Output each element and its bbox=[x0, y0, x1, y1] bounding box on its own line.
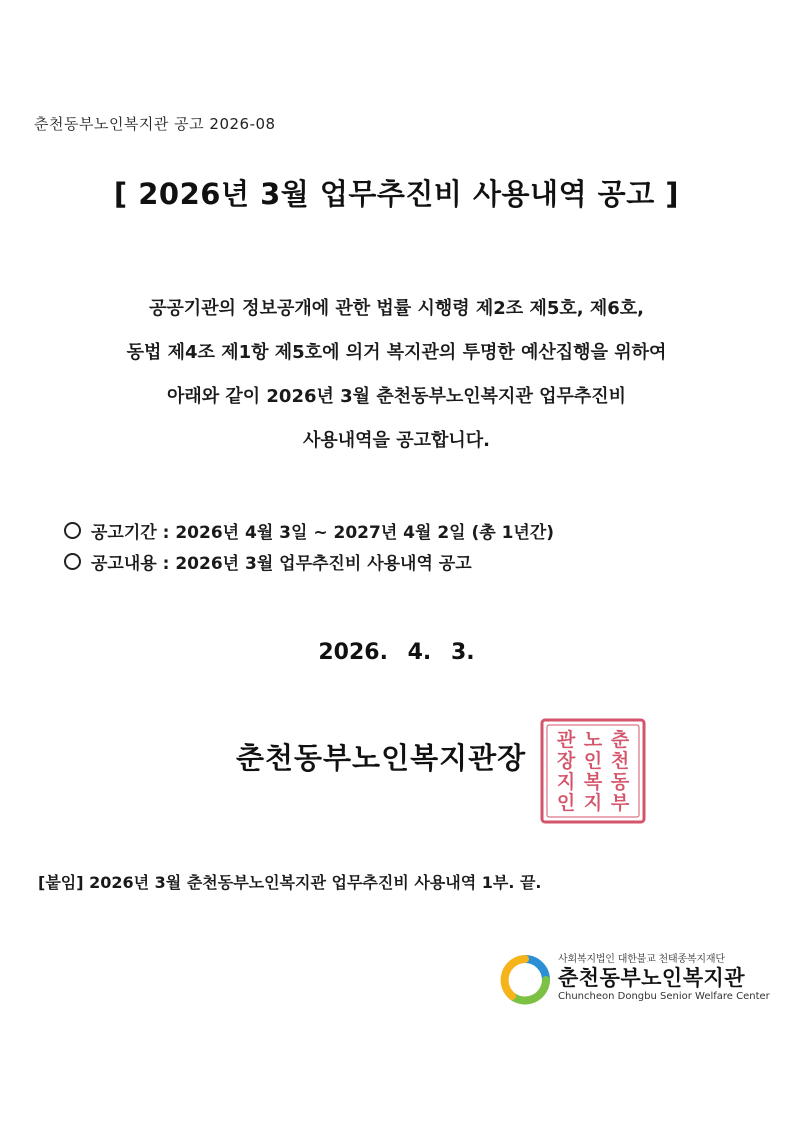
body-line: 사용내역을 공고합니다. bbox=[303, 430, 490, 451]
body-line: 공공기관의 정보공개에 관한 법률 시행령 제2조 제5호, 제6호, bbox=[148, 298, 645, 319]
official-seal-icon bbox=[538, 716, 648, 826]
seal-glyph: 동 bbox=[610, 771, 630, 793]
welfare-center-logo-icon bbox=[500, 955, 550, 1005]
logo-tagline: 사회복지법인 대한불교 천태종복지재단 bbox=[558, 954, 725, 965]
detail-label: 공고기간 bbox=[91, 523, 157, 543]
page-title: [ 2026년 3월 업무추진비 사용내역 공고 ] bbox=[113, 177, 680, 211]
detail-label: 공고내용 bbox=[91, 554, 157, 574]
detail-period: 공고기간 : 2026년 4월 3일 ~ 2027년 4월 2일 (총 1년간) bbox=[64, 518, 554, 549]
announcement-body bbox=[0, 287, 793, 463]
announcement-details bbox=[64, 518, 554, 580]
document-number: 춘천동부노인복지관 공고 2026-08 bbox=[34, 115, 276, 133]
detail-value: 2026년 3월 업무추진비 사용내역 공고 bbox=[175, 554, 472, 574]
announcement-date: 2026. 4. 3. bbox=[318, 640, 475, 665]
seal-glyph: 인 bbox=[556, 792, 576, 814]
detail-value: 2026년 4월 3일 ~ 2027년 4월 2일 (총 1년간) bbox=[175, 523, 555, 543]
circle-bullet-icon bbox=[64, 553, 81, 570]
seal-glyph: 인 bbox=[583, 750, 603, 772]
seal-glyph: 관 bbox=[556, 729, 576, 751]
logo-name: 춘천동부노인복지관 bbox=[558, 966, 746, 990]
seal-glyph: 장 bbox=[556, 750, 576, 772]
attachment-note: [붙임] 2026년 3월 춘천동부노인복지관 업무추진비 사용내역 1부. 끝. bbox=[38, 873, 542, 892]
seal-glyph: 지 bbox=[556, 771, 576, 793]
seal-glyph: 복 bbox=[583, 771, 603, 793]
seal-glyph: 노 bbox=[583, 729, 603, 751]
seal-glyph: 천 bbox=[610, 750, 630, 772]
signer-title: 춘천동부노인복지관장 bbox=[236, 741, 527, 775]
welfare-center-logo bbox=[558, 950, 783, 1002]
circle-bullet-icon bbox=[64, 522, 81, 539]
seal-glyph: 부 bbox=[610, 792, 630, 814]
seal-glyph: 춘 bbox=[610, 729, 630, 751]
logo-english-name: Chuncheon Dongbu Senior Welfare Center bbox=[558, 991, 770, 1002]
seal-glyph: 지 bbox=[583, 792, 603, 814]
body-line: 동법 제4조 제1항 제5호에 의거 복지관의 투명한 예산집행을 위하여 bbox=[126, 342, 667, 363]
detail-content: 공고내용 : 2026년 3월 업무추진비 사용내역 공고 bbox=[64, 549, 554, 580]
body-line: 아래와 같이 2026년 3월 춘천동부노인복지관 업무추진비 bbox=[166, 386, 627, 407]
